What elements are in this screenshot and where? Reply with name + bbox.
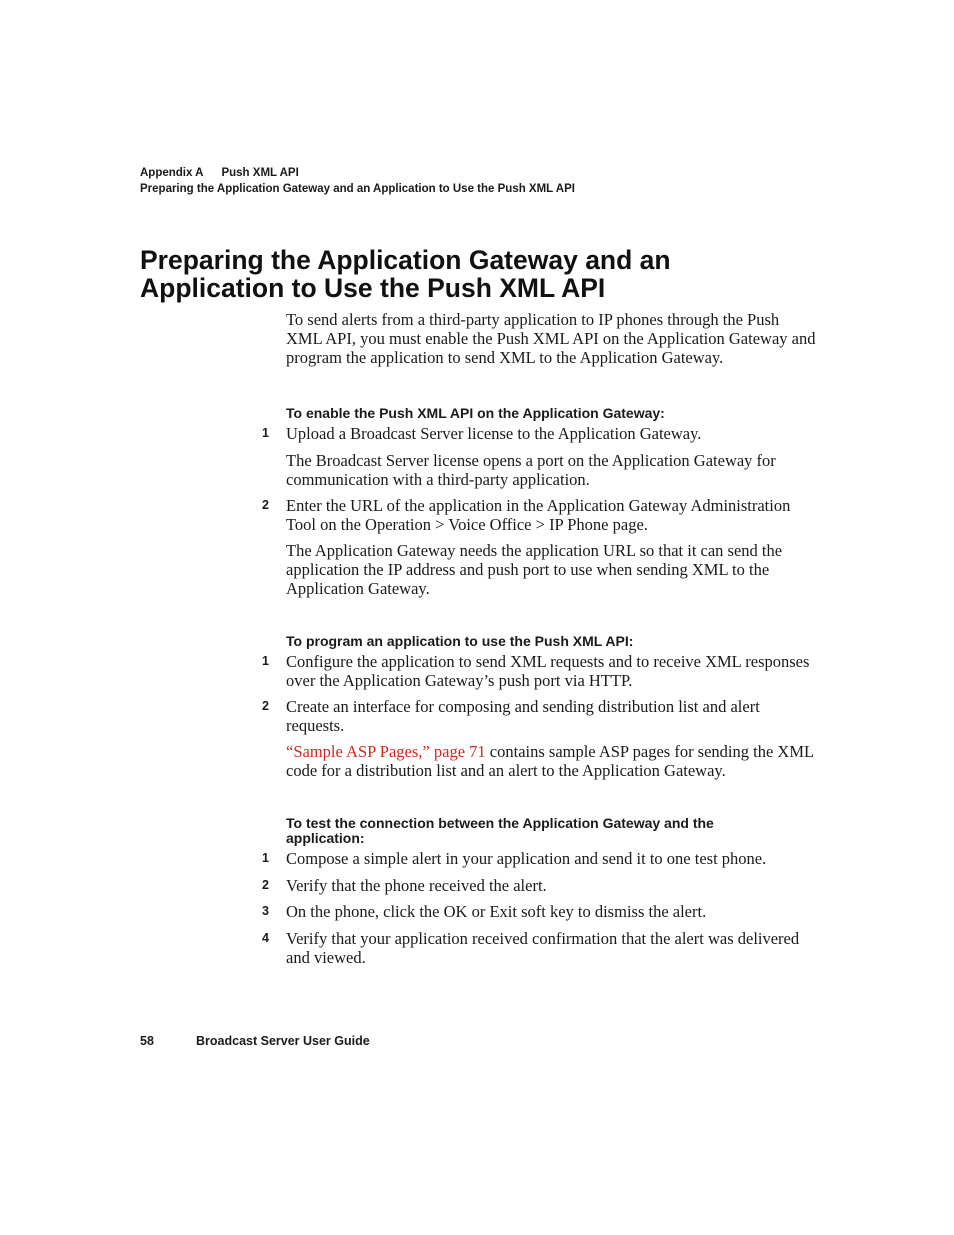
step-number: 4: [262, 931, 269, 945]
header-appendix: Appendix A: [140, 167, 204, 179]
procedure-heading-enable: To enable the Push XML API on the Application Gateway:: [286, 405, 665, 421]
step-number: 2: [262, 498, 269, 512]
step-text: Compose a simple alert in your application and send it to one test phone.: [286, 849, 767, 868]
step-number: 1: [262, 654, 269, 668]
intro-text: To send alerts from a third-party application to IP phones through the Push XML API, you must enable the Push XML API on the Application Gateway and program the application to send XML to the Application Gateway.: [286, 310, 816, 367]
header-section: Preparing the Application Gateway and an Application to Use the Push XML API: [140, 183, 575, 195]
step-number: 2: [262, 878, 269, 892]
page-footer: [140, 1034, 370, 1048]
step-text: On the phone, click the OK or Exit soft key to dismiss the alert.: [286, 902, 707, 921]
step-text: Verify that your application received confirmation that the alert was delivered and viewed.: [286, 929, 800, 967]
sample-asp-pages-link[interactable]: “Sample ASP Pages,” page 71: [286, 742, 486, 761]
step-text: Create an interface for composing and sending distribution list and alert requests.: [286, 697, 760, 735]
step-note-text: The Application Gateway needs the application URL so that it can send the application the IP address and push port to use when sending XML to the Application Gateway.: [286, 541, 783, 598]
page-title: [140, 246, 840, 302]
step-number: 1: [262, 426, 269, 440]
step-text: Upload a Broadcast Server license to the Application Gateway.: [286, 424, 702, 443]
procedure-heading-test: To test the connection between the Application Gateway and the application:: [286, 815, 714, 846]
step-note-text: The Broadcast Server license opens a port on the Application Gateway for communication with a third-party application.: [286, 451, 776, 489]
step-text: Enter the URL of the application in the Application Gateway Administration Tool on the Operation > Voice Office > IP Phone page.: [286, 496, 791, 534]
step-text: Verify that the phone received the alert.: [286, 876, 547, 895]
page-title-line1: Preparing the Application Gateway and an: [140, 245, 671, 275]
footer-guide-title: Broadcast Server User Guide: [196, 1034, 370, 1048]
page-title-line2: Application to Use the Push XML API: [140, 273, 606, 303]
step-note-text: [286, 742, 816, 780]
header-chapter-line: [140, 165, 575, 181]
step-number: 3: [262, 904, 269, 918]
page-number: 58: [140, 1034, 154, 1048]
step-number: 2: [262, 699, 269, 713]
running-header: [140, 165, 575, 197]
header-appendix-title: Push XML API: [221, 167, 299, 179]
step-note-rest: contains sample ASP pages for sending the XML code for a distribution list and an alert to the Application Gateway.: [286, 742, 814, 780]
intro-paragraph: [286, 310, 816, 367]
step-number: 1: [262, 851, 269, 865]
procedure-heading-program: To program an application to use the Push XML API:: [286, 633, 634, 649]
step-text: Configure the application to send XML requests and to receive XML responses over the Application Gateway’s push port via HTTP.: [286, 652, 810, 690]
